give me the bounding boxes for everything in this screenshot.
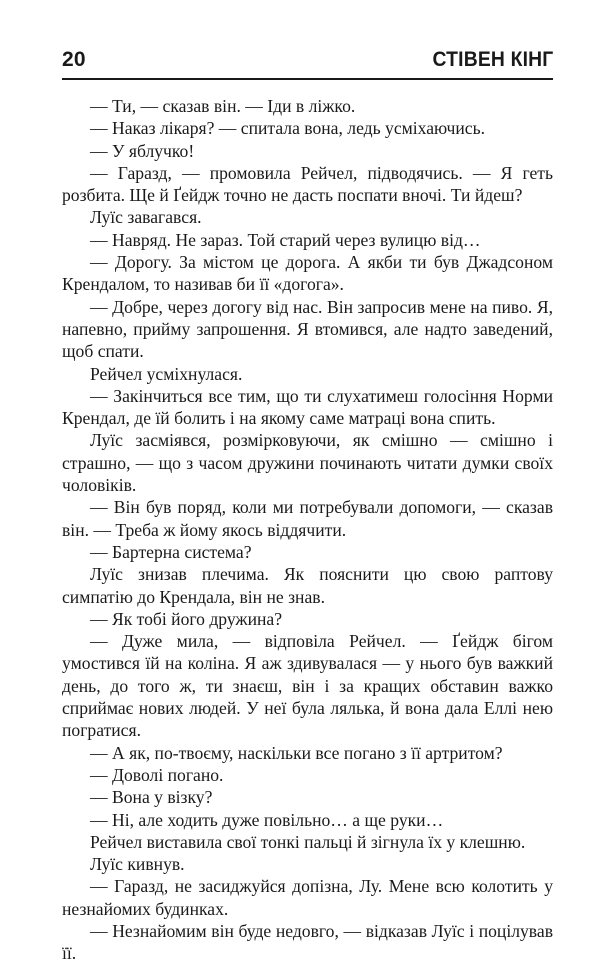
paragraph: — Як тобі його дружина? <box>90 608 283 629</box>
page-number: 20 <box>62 48 86 71</box>
running-header <box>62 48 553 72</box>
paragraph: — Закінчиться все тим, що ти слухатимеш голосіння Норми Крендал, де їй болить і на якому саме матраці вона спить. <box>62 385 553 429</box>
body-text <box>62 95 553 965</box>
paragraph: — Він був поряд, коли ми потребували допомоги, — сказав він. — Треба ж йому якось віддячити. <box>62 497 553 540</box>
paragraph: — Навряд. Не зараз. Той старий через вулицю від… <box>90 229 481 250</box>
paragraph: Луїс знизав плечима. Як пояснити цю свою раптову симпатію до Крендала, він не знав. <box>62 564 553 607</box>
paragraph: Луїс засміявся, розмірковуючи, як смішно — смішно і страшно, — що з часом дружини починають читати думки своїх чоловіків. <box>62 430 553 496</box>
paragraph: — Дорогу. За містом це дорога. А якби ти був Джадсоном Крендалом, то називав би її «догога». <box>62 252 553 295</box>
paragraph: — Добре, через догогу від нас. Він запросив мене на пиво. Я, напевно, прийму запрошення. Я втомився, але надто заведений, щоб спати. <box>62 296 553 362</box>
paragraph: Луїс кивнув. <box>90 854 185 875</box>
paragraph: — Гаразд, — промовила Рейчел, підводячись. — Я геть розбита. Ще й Ґейдж точно не дасть поспати вночі. Ти йдеш? <box>62 162 553 206</box>
paragraph: — Ні, але ходить дуже повільно… а ще руки… <box>90 809 444 830</box>
paragraph: — Вона у візку? <box>90 787 213 808</box>
paragraph: — А як, по-твоєму, наскільки все погано з її артритом? <box>90 742 503 763</box>
paragraph: Рейчел виставила свої тонкі пальці й зігнула їх у клешню. <box>90 831 526 852</box>
paragraph: — Дуже мила, — відповіла Рейчел. — Ґейдж бігом умостився їй на коліна. Я аж здивувалася — у нього був важкий день, до того ж, ти знаєш, він і за кращих обставин важко сприймає нових людей. У неї була лялька, й вона дала Еллі нею погратися. <box>62 631 553 741</box>
paragraph: — Ти, — сказав він. — Іди в ліжко. <box>90 96 356 116</box>
paragraph: — Незнайомим він буде недовго, — відказав Луїс і поцілував її. <box>62 920 553 964</box>
running-head-author: СТІВЕН КІНГ <box>432 48 553 71</box>
paragraph: — Доволі погано. <box>90 764 224 785</box>
paragraph: Луїс завагався. <box>90 207 202 228</box>
header-rule <box>62 78 553 80</box>
paragraph: — У яблучко! <box>90 140 195 161</box>
paragraph: Рейчел усміхнулася. <box>90 363 243 384</box>
paragraph: — Гаразд, не засиджуйся допізна, Лу. Мене всю колотить у незнайомих будинках. <box>62 876 553 919</box>
paragraph: — Наказ лікаря? — спитала вона, ледь усміхаючись. <box>90 118 485 139</box>
paragraph: — Бартерна система? <box>90 541 252 562</box>
